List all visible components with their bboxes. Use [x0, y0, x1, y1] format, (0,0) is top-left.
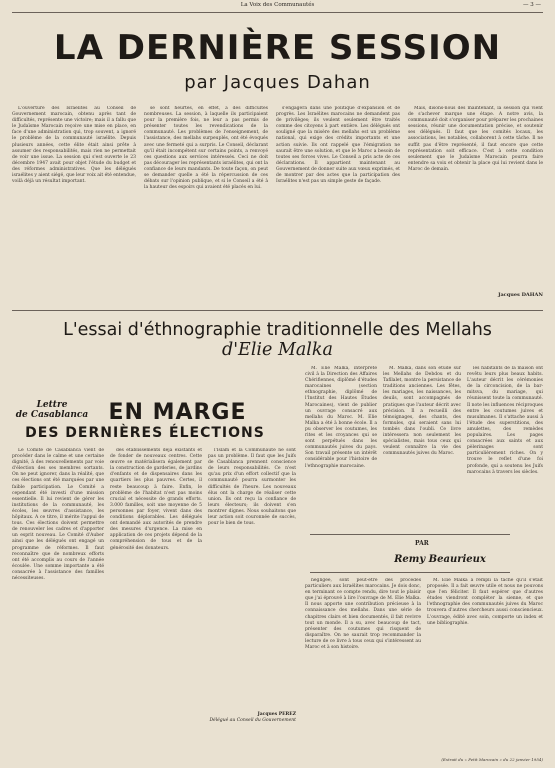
- review-column: [383, 366, 461, 536]
- par-column: [305, 578, 421, 756]
- review-paragraph: les habitants de la maison ont revêtu leurs plus beaux habits. L'auteur décrit les cérémonies de la circoncision, de la bar-mitsva, du mariage, qui réunissent toute la communauté. Il note les influences réciproques entre les coutumes juives et musulmanes. Il s'attache aussi à l'étude des superstitions, des amulettes, des remèdes populaires. Les pages consacrées aux saints et aux pèlerinages sont particulièrement riches. On y trouve le reflet d'une foi profonde, qui a soutenu les Juifs marocains à travers les siècles.: [467, 366, 543, 475]
- article-paragraph: Mais, disons-nous dès maintenant, la session qui vient de s'achever marque une étape. A notre avis, la communauté doit s'organiser pour préparer les prochaines sessions, réunir une documentation précise, et soutenir ses délégués. Il faut que les comités locaux, les associations, les notables, collaborent à cette tâche. Il ne suffit pas d'être représenté, il faut encore que cette représentation soit efficace. C'est à cette condition seulement que le Judaïsme Marocain pourra faire entendre sa voix et obtenir la place qui lui revient dans le Maroc de demain.: [408, 106, 543, 172]
- election-column: [12, 448, 104, 758]
- running-head: [0, 2, 555, 12]
- letter-kicker-line: Lettre: [36, 400, 68, 410]
- article-column: [408, 106, 543, 290]
- article-paragraph: s'engagera dans une politique d'expansion et de progrès. Les Israélites marocains ne demandent pas de privilèges; ils veulent seulement être traités comme des citoyens à part entière. Les délégués ont souligné que la misère des mellahs est un problème national, qui exige des crédits importants et une action suivie. Ils ont rappelé que l'émigration ne saurait être une solution, et que le Maroc a besoin de toutes ses forces vives. Le Conseil a pris acte de ces déclarations. Il appartient maintenant au Gouvernement de donner suite aux vœux exprimés, et de montrer par des actes que la participation des Israélites n'est pas un simple geste de façade.: [276, 106, 400, 185]
- article-signature: Jacques DAHAN: [498, 292, 543, 298]
- article-column: [12, 106, 136, 304]
- page-number: — 3 —: [523, 2, 541, 8]
- par-label: PAR: [415, 540, 429, 547]
- election-paragraph: l'Islam et la Communauté ne sont pas un problème. Il faut que les Juifs de Casablanca prennent conscience de leurs responsabilités. Ce n'est qu'au prix d'un effort collectif que la communauté pourra surmonter les difficultés de l'heure. Les nouveaux élus ont la charge de réaliser cette union. Ils ont reçu la confiance de leurs électeurs; ils doivent s'en montrer dignes. Nous souhaitons que leur action soit couronnée de succès, pour le bien de tous.: [208, 448, 296, 527]
- article-paragraph: L'ouverture des Israélites au Conseil de Gouvernement marocain, obtenu après tant de difficultés, représente une victoire; mais il a fallu que le Judaïsme Marocain reçoive une mise en place, en face d'une administration qui, trop souvent, a ignoré le problème de la communauté israélite. Depuis plusieurs années, cette élite était ainsi prête à assumer des responsabilités, mais rien ne permettait de voir une issue. La session qui s'est ouverte le 23 décembre 1947 avait pour objet l'étude du budget et des réformes administratives. Que les délégués israélites y aient siégé, que leur voix ait été entendue, voilà déjà un résultat important.: [12, 106, 136, 185]
- article-headline: LA DERNIÈRE SESSION: [53, 28, 502, 68]
- review-column: [467, 366, 543, 536]
- review-column: [305, 366, 377, 536]
- review-book-author: d'Elie Malka: [222, 340, 333, 360]
- article-column: [144, 106, 268, 304]
- election-signature: [208, 712, 296, 724]
- election-paragraph: des établissements déjà existants et de fonder de nouveaux centres. Cette œuvre se matérialisera également par la construction de garderies, de jardins d'enfants et de dispensaires dans les quartiers les plus pauvres. Certes, il reste beaucoup à faire. Enfin, le problème de l'habitat n'est pas moins crucial et nécessite de grands efforts. 3.000 familles, soit une moyenne de 5 personnes par foyer, vivent dans des conditions déplorables. Les délégués ont demandé aux autorités de prendre des mesures d'urgence. La mise en application de ces projets dépend de la compréhension de tous et de la générosité des donateurs.: [110, 448, 202, 551]
- par-divider: [310, 534, 510, 535]
- article-column: [276, 106, 400, 304]
- par-paragraph: M. Elie Malka a rempli la tâche qu'il s'était proposée. Il a fait œuvre utile et nous ne pouvons que l'en féliciter. Il faut espérer que d'autres études viendront compléter la sienne, et que l'ethnographie des communautés juives du Maroc trouvera d'autres chercheurs aussi consciencieux. L'ouvrage, édité avec soin, comporte un index et une bibliographie.: [427, 578, 543, 626]
- par-author: Remy Beaurieux: [394, 554, 486, 565]
- par-column: [427, 578, 543, 738]
- par-divider: [310, 572, 510, 573]
- election-column: [110, 448, 202, 758]
- article-byline: par Jacques Dahan: [184, 72, 371, 93]
- publication-title: La Voix des Communautés: [240, 2, 315, 8]
- election-column: [208, 448, 296, 708]
- letter-kicker-city: de Casablanca: [15, 410, 89, 420]
- election-headline-line2: DES DERNIÈRES ÉLECTIONS: [25, 425, 265, 441]
- par-paragraph: négligée, sont peut-être des procédés particuliers aux Israélites marocains. Je dois donc, en terminant ce compte rendu, dire tout le plaisir que j'ai éprouvé à lire l'ouvrage de M. Elie Malka. Il nous apporte une contribution précieuse à la connaissance des mellahs. Dans une série de chapitres clairs et bien documentés, il fait revivre tout un monde. Il a su, avec beaucoup de tact, présenter des coutumes qui risquent de disparaître. On ne saurait trop recommander la lecture de ce livre à tous ceux qui s'intéressent au Maroc et à son histoire.: [305, 578, 421, 651]
- source-note: (Extrait du « Petit Marocain » du 22 janvier 1954): [441, 757, 543, 762]
- election-paragraph: Le Comité de Casablanca vient de procéder dans le calme et une certaine dignité, à des renouvellements par voie d'élection des ses membres sortants. On ne peut ignorer, dans la réalité, que ces élections ont été marquées par une faible participation. Le Comité a cependant été investi d'une mission essentielle. Il lui revient de gérer les institutions de la communauté, les écoles, les œuvres d'assistance, les hôpitaux. A ce titre, il mérite l'appui de tous. Ces élections doivent permettre de renouveler les cadres et d'apporter un esprit nouveau. Le Comité d'Auber ainsi que les délégués ont engagé un programme de réformes. Il faut reconnaître que de nombreux efforts ont été accomplis au cours de l'année écoulée. Une somme importante a été consacrée à l'assistance des familles nécessiteuses.: [12, 448, 104, 581]
- article-paragraph: se sont heurtés, en effet, à des difficultés nombreuses. La session, à laquelle ils participaient pour la première fois, ne leur a pas permis de présenter toutes les revendications de la communauté. Les problèmes de l'enseignement, de l'assistance, des mellahs surpeuplés, ont été évoqués avec une fermeté qui a surpris. Le Conseil, déclarant qu'il était incompétent sur certains points, a renvoyé ces questions aux services intéressés. Ceci ne doit pas décourager les représentants israélites, qui ont la confiance de leurs mandants. De toute façon, on peut se demander quelle a été la répercussion de ces débats sur l'opinion publique, et si le Conseil a été à la hauteur des espoirs qui avaient été placés en lui.: [144, 106, 268, 191]
- review-title: L'essai d'éthnographie traditionnelle des Mellahs: [63, 320, 492, 340]
- review-headline: [0, 320, 555, 360]
- review-paragraph: M. Malka, dans son étude sur les Mellahs de Debdou et du Tafilalet, montre la persistance de traditions anciennes. Les fêtes, les mariages, les naissances, les deuils, sont accompagnés de pratiques que l'auteur décrit avec précision. Il a recueilli des témoignages, des chants, des formules, qui seraient sans lui tombés dans l'oubli. Ce livre intéressera non seulement les spécialistes, mais tous ceux qui veulent connaître la vie des communautés juives du Maroc.: [383, 366, 461, 457]
- election-signature-role: Délégué au Conseil du Gouvernement: [209, 718, 296, 723]
- review-paragraph: M. Elie Malka, interprète civil à la Direction des Affaires Chérifiennes, diplômé d'études marocaines (section ethnographie, diplômé de l'Institut des Hautes Études Marocaines), vient de publier un ouvrage consacré aux mellahs du Maroc. M. Elie Malka a été à bonne école. Il a pu observer les coutumes, les rites et les croyances qui se sont perpétués dans les communautés juives du pays. Son travail présente un intérêt considérable pour l'histoire de l'ethnographie marocaine.: [305, 366, 377, 469]
- election-signature-name: Jacques PEREZ: [257, 712, 296, 717]
- election-headline-line1: EN MARGE: [108, 400, 247, 425]
- section-divider: [12, 310, 543, 311]
- header-rule: [12, 12, 543, 13]
- letter-kicker: [12, 400, 92, 420]
